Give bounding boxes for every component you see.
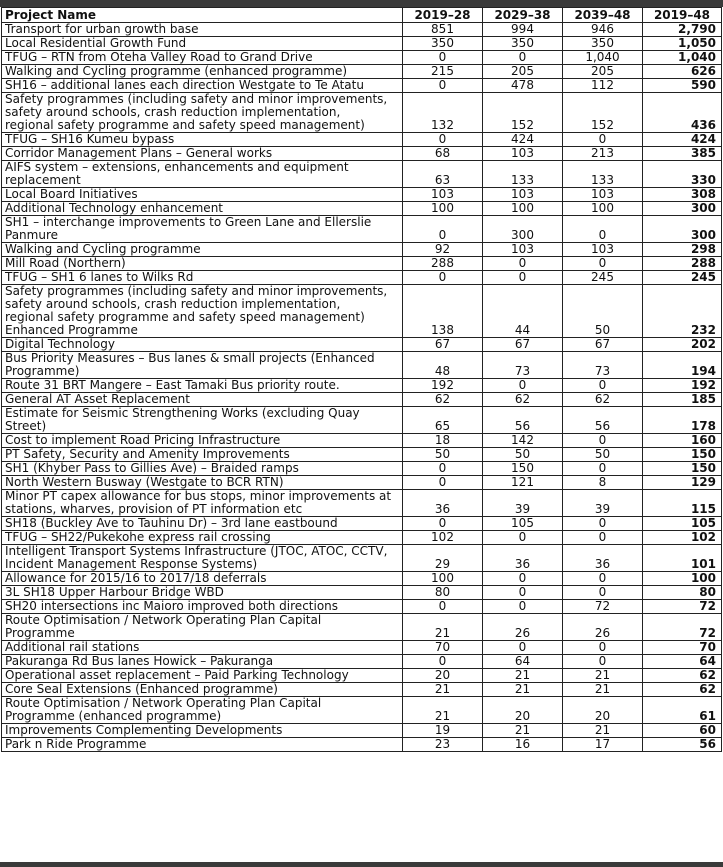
value-2029-38-cell: 133 bbox=[483, 161, 563, 188]
total-2019-48-cell: 185 bbox=[643, 393, 722, 407]
header-2029-38: 2029–38 bbox=[483, 8, 563, 23]
top-border-bar bbox=[0, 0, 723, 7]
project-name-cell: North Western Busway (Westgate to BCR RTN) bbox=[2, 476, 403, 490]
value-2019-28-cell: 20 bbox=[403, 669, 483, 683]
value-2029-38-cell: 73 bbox=[483, 352, 563, 379]
value-2039-48-cell: 946 bbox=[563, 23, 643, 37]
table-row bbox=[2, 462, 722, 476]
value-2019-28-cell: 29 bbox=[403, 545, 483, 572]
value-2039-48-cell: 39 bbox=[563, 490, 643, 517]
total-2019-48-cell: 64 bbox=[643, 655, 722, 669]
value-2019-28-cell: 92 bbox=[403, 243, 483, 257]
value-2029-38-cell: 0 bbox=[483, 572, 563, 586]
value-2029-38-cell: 0 bbox=[483, 271, 563, 285]
total-2019-48-cell: 424 bbox=[643, 133, 722, 147]
value-2019-28-cell: 0 bbox=[403, 79, 483, 93]
project-name-cell: Improvements Complementing Developments bbox=[2, 724, 403, 738]
document-page bbox=[1, 7, 721, 752]
value-2039-48-cell: 213 bbox=[563, 147, 643, 161]
project-name-cell: Local Board Initiatives bbox=[2, 188, 403, 202]
value-2019-28-cell: 65 bbox=[403, 407, 483, 434]
table-row bbox=[2, 243, 722, 257]
value-2039-48-cell: 20 bbox=[563, 697, 643, 724]
value-2039-48-cell: 26 bbox=[563, 614, 643, 641]
project-name-cell: TFUG – SH16 Kumeu bypass bbox=[2, 133, 403, 147]
value-2039-48-cell: 0 bbox=[563, 216, 643, 243]
project-name-cell: 3L SH18 Upper Harbour Bridge WBD bbox=[2, 586, 403, 600]
table-header-row bbox=[2, 8, 722, 23]
value-2019-28-cell: 0 bbox=[403, 271, 483, 285]
project-name-cell: TFUG – RTN from Oteha Valley Road to Grand Drive bbox=[2, 51, 403, 65]
value-2019-28-cell: 36 bbox=[403, 490, 483, 517]
value-2029-38-cell: 142 bbox=[483, 434, 563, 448]
project-name-cell: Mill Road (Northern) bbox=[2, 257, 403, 271]
total-2019-48-cell: 288 bbox=[643, 257, 722, 271]
value-2019-28-cell: 21 bbox=[403, 614, 483, 641]
project-name-cell: Intelligent Transport Systems Infrastructure (JTOC, ATOC, CCTV, Incident Management Response Systems) bbox=[2, 545, 403, 572]
project-funding-table bbox=[1, 7, 722, 752]
value-2019-28-cell: 23 bbox=[403, 738, 483, 752]
value-2029-38-cell: 64 bbox=[483, 655, 563, 669]
total-2019-48-cell: 385 bbox=[643, 147, 722, 161]
value-2039-48-cell: 0 bbox=[563, 586, 643, 600]
table-row bbox=[2, 188, 722, 202]
total-2019-48-cell: 1,050 bbox=[643, 37, 722, 51]
table-row bbox=[2, 379, 722, 393]
value-2029-38-cell: 300 bbox=[483, 216, 563, 243]
table-row bbox=[2, 65, 722, 79]
total-2019-48-cell: 150 bbox=[643, 462, 722, 476]
project-name-cell: Pakuranga Rd Bus lanes Howick – Pakuranga bbox=[2, 655, 403, 669]
table-row bbox=[2, 476, 722, 490]
total-2019-48-cell: 300 bbox=[643, 216, 722, 243]
value-2019-28-cell: 21 bbox=[403, 683, 483, 697]
table-row bbox=[2, 133, 722, 147]
header-2019-48-total: 2019–48 bbox=[643, 8, 722, 23]
value-2029-38-cell: 36 bbox=[483, 545, 563, 572]
project-name-cell: Corridor Management Plans – General works bbox=[2, 147, 403, 161]
table-row bbox=[2, 448, 722, 462]
table-row bbox=[2, 79, 722, 93]
total-2019-48-cell: 60 bbox=[643, 724, 722, 738]
value-2039-48-cell: 36 bbox=[563, 545, 643, 572]
value-2039-48-cell: 152 bbox=[563, 93, 643, 133]
value-2019-28-cell: 18 bbox=[403, 434, 483, 448]
project-name-cell: Operational asset replacement – Paid Parking Technology bbox=[2, 669, 403, 683]
project-name-cell: Transport for urban growth base bbox=[2, 23, 403, 37]
project-name-cell: Route Optimisation / Network Operating Plan Capital Programme bbox=[2, 614, 403, 641]
total-2019-48-cell: 194 bbox=[643, 352, 722, 379]
table-row bbox=[2, 338, 722, 352]
table-row bbox=[2, 683, 722, 697]
header-2039-48: 2039–48 bbox=[563, 8, 643, 23]
project-name-cell: Core Seal Extensions (Enhanced programme) bbox=[2, 683, 403, 697]
total-2019-48-cell: 105 bbox=[643, 517, 722, 531]
total-2019-48-cell: 100 bbox=[643, 572, 722, 586]
value-2019-28-cell: 0 bbox=[403, 655, 483, 669]
value-2039-48-cell: 0 bbox=[563, 434, 643, 448]
value-2019-28-cell: 80 bbox=[403, 586, 483, 600]
value-2039-48-cell: 245 bbox=[563, 271, 643, 285]
total-2019-48-cell: 61 bbox=[643, 697, 722, 724]
total-2019-48-cell: 192 bbox=[643, 379, 722, 393]
total-2019-48-cell: 101 bbox=[643, 545, 722, 572]
value-2019-28-cell: 62 bbox=[403, 393, 483, 407]
value-2029-38-cell: 0 bbox=[483, 257, 563, 271]
project-name-cell: Route Optimisation / Network Operating Plan Capital Programme (enhanced programme) bbox=[2, 697, 403, 724]
table-row bbox=[2, 738, 722, 752]
value-2029-38-cell: 56 bbox=[483, 407, 563, 434]
value-2039-48-cell: 0 bbox=[563, 462, 643, 476]
table-row bbox=[2, 614, 722, 641]
value-2019-28-cell: 192 bbox=[403, 379, 483, 393]
table-row bbox=[2, 697, 722, 724]
table-row bbox=[2, 23, 722, 37]
value-2019-28-cell: 0 bbox=[403, 600, 483, 614]
project-name-cell: Local Residential Growth Fund bbox=[2, 37, 403, 51]
value-2019-28-cell: 0 bbox=[403, 517, 483, 531]
table-row bbox=[2, 216, 722, 243]
value-2029-38-cell: 478 bbox=[483, 79, 563, 93]
value-2029-38-cell: 103 bbox=[483, 243, 563, 257]
total-2019-48-cell: 102 bbox=[643, 531, 722, 545]
table-row bbox=[2, 271, 722, 285]
value-2039-48-cell: 0 bbox=[563, 655, 643, 669]
value-2019-28-cell: 102 bbox=[403, 531, 483, 545]
value-2029-38-cell: 0 bbox=[483, 641, 563, 655]
value-2019-28-cell: 21 bbox=[403, 697, 483, 724]
table-row bbox=[2, 37, 722, 51]
value-2019-28-cell: 68 bbox=[403, 147, 483, 161]
value-2039-48-cell: 112 bbox=[563, 79, 643, 93]
value-2039-48-cell: 0 bbox=[563, 517, 643, 531]
table-row bbox=[2, 257, 722, 271]
value-2019-28-cell: 50 bbox=[403, 448, 483, 462]
total-2019-48-cell: 590 bbox=[643, 79, 722, 93]
value-2029-38-cell: 105 bbox=[483, 517, 563, 531]
project-name-cell: Allowance for 2015/16 to 2017/18 deferrals bbox=[2, 572, 403, 586]
project-name-cell: SH18 (Buckley Ave to Tauhinu Dr) – 3rd lane eastbound bbox=[2, 517, 403, 531]
value-2039-48-cell: 133 bbox=[563, 161, 643, 188]
value-2019-28-cell: 0 bbox=[403, 51, 483, 65]
project-name-cell: Safety programmes (including safety and minor improvements, safety around schools, crash reduction implementation, regional safety programme and safety speed management) Enhanced Programme bbox=[2, 285, 403, 338]
value-2039-48-cell: 67 bbox=[563, 338, 643, 352]
value-2039-48-cell: 205 bbox=[563, 65, 643, 79]
value-2039-48-cell: 17 bbox=[563, 738, 643, 752]
project-name-cell: Digital Technology bbox=[2, 338, 403, 352]
project-name-cell: Additional rail stations bbox=[2, 641, 403, 655]
total-2019-48-cell: 178 bbox=[643, 407, 722, 434]
value-2039-48-cell: 0 bbox=[563, 257, 643, 271]
total-2019-48-cell: 232 bbox=[643, 285, 722, 338]
total-2019-48-cell: 626 bbox=[643, 65, 722, 79]
value-2029-38-cell: 0 bbox=[483, 586, 563, 600]
value-2029-38-cell: 103 bbox=[483, 188, 563, 202]
total-2019-48-cell: 1,040 bbox=[643, 51, 722, 65]
value-2019-28-cell: 0 bbox=[403, 462, 483, 476]
project-name-cell: Park n Ride Programme bbox=[2, 738, 403, 752]
value-2029-38-cell: 0 bbox=[483, 600, 563, 614]
value-2029-38-cell: 21 bbox=[483, 683, 563, 697]
value-2029-38-cell: 67 bbox=[483, 338, 563, 352]
project-name-cell: Walking and Cycling programme (enhanced programme) bbox=[2, 65, 403, 79]
table-row bbox=[2, 586, 722, 600]
value-2039-48-cell: 50 bbox=[563, 448, 643, 462]
total-2019-48-cell: 70 bbox=[643, 641, 722, 655]
value-2029-38-cell: 152 bbox=[483, 93, 563, 133]
value-2039-48-cell: 1,040 bbox=[563, 51, 643, 65]
value-2019-28-cell: 0 bbox=[403, 216, 483, 243]
value-2029-38-cell: 350 bbox=[483, 37, 563, 51]
table-row bbox=[2, 202, 722, 216]
table-row bbox=[2, 393, 722, 407]
value-2039-48-cell: 0 bbox=[563, 133, 643, 147]
total-2019-48-cell: 62 bbox=[643, 669, 722, 683]
value-2029-38-cell: 121 bbox=[483, 476, 563, 490]
total-2019-48-cell: 245 bbox=[643, 271, 722, 285]
value-2029-38-cell: 424 bbox=[483, 133, 563, 147]
value-2039-48-cell: 56 bbox=[563, 407, 643, 434]
total-2019-48-cell: 2,790 bbox=[643, 23, 722, 37]
value-2039-48-cell: 0 bbox=[563, 531, 643, 545]
value-2019-28-cell: 0 bbox=[403, 133, 483, 147]
value-2019-28-cell: 350 bbox=[403, 37, 483, 51]
value-2029-38-cell: 50 bbox=[483, 448, 563, 462]
total-2019-48-cell: 62 bbox=[643, 683, 722, 697]
total-2019-48-cell: 436 bbox=[643, 93, 722, 133]
table-row bbox=[2, 517, 722, 531]
total-2019-48-cell: 80 bbox=[643, 586, 722, 600]
value-2019-28-cell: 100 bbox=[403, 202, 483, 216]
value-2019-28-cell: 67 bbox=[403, 338, 483, 352]
table-row bbox=[2, 531, 722, 545]
value-2029-38-cell: 44 bbox=[483, 285, 563, 338]
value-2029-38-cell: 0 bbox=[483, 51, 563, 65]
project-name-cell: Minor PT capex allowance for bus stops, minor improvements at stations, wharves, provision of PT information etc bbox=[2, 490, 403, 517]
value-2019-28-cell: 138 bbox=[403, 285, 483, 338]
value-2039-48-cell: 0 bbox=[563, 641, 643, 655]
value-2019-28-cell: 63 bbox=[403, 161, 483, 188]
table-row bbox=[2, 285, 722, 338]
value-2019-28-cell: 48 bbox=[403, 352, 483, 379]
total-2019-48-cell: 115 bbox=[643, 490, 722, 517]
value-2039-48-cell: 72 bbox=[563, 600, 643, 614]
value-2029-38-cell: 100 bbox=[483, 202, 563, 216]
value-2029-38-cell: 62 bbox=[483, 393, 563, 407]
project-name-cell: Walking and Cycling programme bbox=[2, 243, 403, 257]
table-row bbox=[2, 600, 722, 614]
value-2029-38-cell: 103 bbox=[483, 147, 563, 161]
value-2029-38-cell: 21 bbox=[483, 669, 563, 683]
total-2019-48-cell: 308 bbox=[643, 188, 722, 202]
table-row bbox=[2, 669, 722, 683]
value-2039-48-cell: 100 bbox=[563, 202, 643, 216]
total-2019-48-cell: 300 bbox=[643, 202, 722, 216]
table-row bbox=[2, 407, 722, 434]
project-name-cell: Estimate for Seismic Strengthening Works (excluding Quay Street) bbox=[2, 407, 403, 434]
table-row bbox=[2, 490, 722, 517]
table-row bbox=[2, 434, 722, 448]
value-2029-38-cell: 26 bbox=[483, 614, 563, 641]
project-name-cell: General AT Asset Replacement bbox=[2, 393, 403, 407]
value-2039-48-cell: 103 bbox=[563, 188, 643, 202]
value-2029-38-cell: 205 bbox=[483, 65, 563, 79]
table-row bbox=[2, 161, 722, 188]
value-2039-48-cell: 21 bbox=[563, 683, 643, 697]
bottom-border-bar bbox=[0, 862, 723, 867]
project-name-cell: Safety programmes (including safety and minor improvements, safety around schools, crash reduction implementation, regional safety programme and safety speed management) bbox=[2, 93, 403, 133]
total-2019-48-cell: 56 bbox=[643, 738, 722, 752]
project-name-cell: Bus Priority Measures – Bus lanes & small projects (Enhanced Programme) bbox=[2, 352, 403, 379]
project-name-cell: AIFS system – extensions, enhancements and equipment replacement bbox=[2, 161, 403, 188]
value-2039-48-cell: 103 bbox=[563, 243, 643, 257]
value-2029-38-cell: 39 bbox=[483, 490, 563, 517]
total-2019-48-cell: 72 bbox=[643, 614, 722, 641]
value-2019-28-cell: 215 bbox=[403, 65, 483, 79]
value-2029-38-cell: 0 bbox=[483, 531, 563, 545]
project-name-cell: SH16 – additional lanes each direction Westgate to Te Atatu bbox=[2, 79, 403, 93]
value-2029-38-cell: 21 bbox=[483, 724, 563, 738]
value-2039-48-cell: 50 bbox=[563, 285, 643, 338]
table-row bbox=[2, 352, 722, 379]
table-row bbox=[2, 724, 722, 738]
project-name-cell: Additional Technology enhancement bbox=[2, 202, 403, 216]
total-2019-48-cell: 330 bbox=[643, 161, 722, 188]
value-2029-38-cell: 20 bbox=[483, 697, 563, 724]
value-2029-38-cell: 0 bbox=[483, 379, 563, 393]
value-2029-38-cell: 16 bbox=[483, 738, 563, 752]
header-2019-28: 2019–28 bbox=[403, 8, 483, 23]
project-name-cell: PT Safety, Security and Amenity Improvements bbox=[2, 448, 403, 462]
project-name-cell: SH1 (Khyber Pass to Gillies Ave) – Braided ramps bbox=[2, 462, 403, 476]
table-row bbox=[2, 641, 722, 655]
total-2019-48-cell: 202 bbox=[643, 338, 722, 352]
table-row bbox=[2, 545, 722, 572]
table-row bbox=[2, 655, 722, 669]
value-2019-28-cell: 851 bbox=[403, 23, 483, 37]
value-2019-28-cell: 19 bbox=[403, 724, 483, 738]
value-2039-48-cell: 8 bbox=[563, 476, 643, 490]
value-2019-28-cell: 0 bbox=[403, 476, 483, 490]
value-2039-48-cell: 21 bbox=[563, 724, 643, 738]
header-project-name: Project Name bbox=[2, 8, 403, 23]
total-2019-48-cell: 298 bbox=[643, 243, 722, 257]
table-row bbox=[2, 51, 722, 65]
value-2029-38-cell: 994 bbox=[483, 23, 563, 37]
value-2039-48-cell: 0 bbox=[563, 572, 643, 586]
project-name-cell: Route 31 BRT Mangere – East Tamaki Bus priority route. bbox=[2, 379, 403, 393]
project-name-cell: Cost to implement Road Pricing Infrastructure bbox=[2, 434, 403, 448]
total-2019-48-cell: 72 bbox=[643, 600, 722, 614]
total-2019-48-cell: 150 bbox=[643, 448, 722, 462]
project-name-cell: TFUG – SH22/Pukekohe express rail crossing bbox=[2, 531, 403, 545]
total-2019-48-cell: 160 bbox=[643, 434, 722, 448]
value-2019-28-cell: 100 bbox=[403, 572, 483, 586]
project-name-cell: TFUG – SH1 6 lanes to Wilks Rd bbox=[2, 271, 403, 285]
table-body bbox=[2, 23, 722, 752]
value-2039-48-cell: 62 bbox=[563, 393, 643, 407]
value-2039-48-cell: 73 bbox=[563, 352, 643, 379]
table-row bbox=[2, 93, 722, 133]
value-2019-28-cell: 288 bbox=[403, 257, 483, 271]
value-2019-28-cell: 103 bbox=[403, 188, 483, 202]
value-2039-48-cell: 350 bbox=[563, 37, 643, 51]
value-2019-28-cell: 132 bbox=[403, 93, 483, 133]
project-name-cell: SH1 – interchange improvements to Green Lane and Ellerslie Panmure bbox=[2, 216, 403, 243]
total-2019-48-cell: 129 bbox=[643, 476, 722, 490]
table-row bbox=[2, 147, 722, 161]
table-row bbox=[2, 572, 722, 586]
value-2019-28-cell: 70 bbox=[403, 641, 483, 655]
value-2039-48-cell: 21 bbox=[563, 669, 643, 683]
value-2029-38-cell: 150 bbox=[483, 462, 563, 476]
project-name-cell: SH20 intersections inc Maioro improved both directions bbox=[2, 600, 403, 614]
value-2039-48-cell: 0 bbox=[563, 379, 643, 393]
